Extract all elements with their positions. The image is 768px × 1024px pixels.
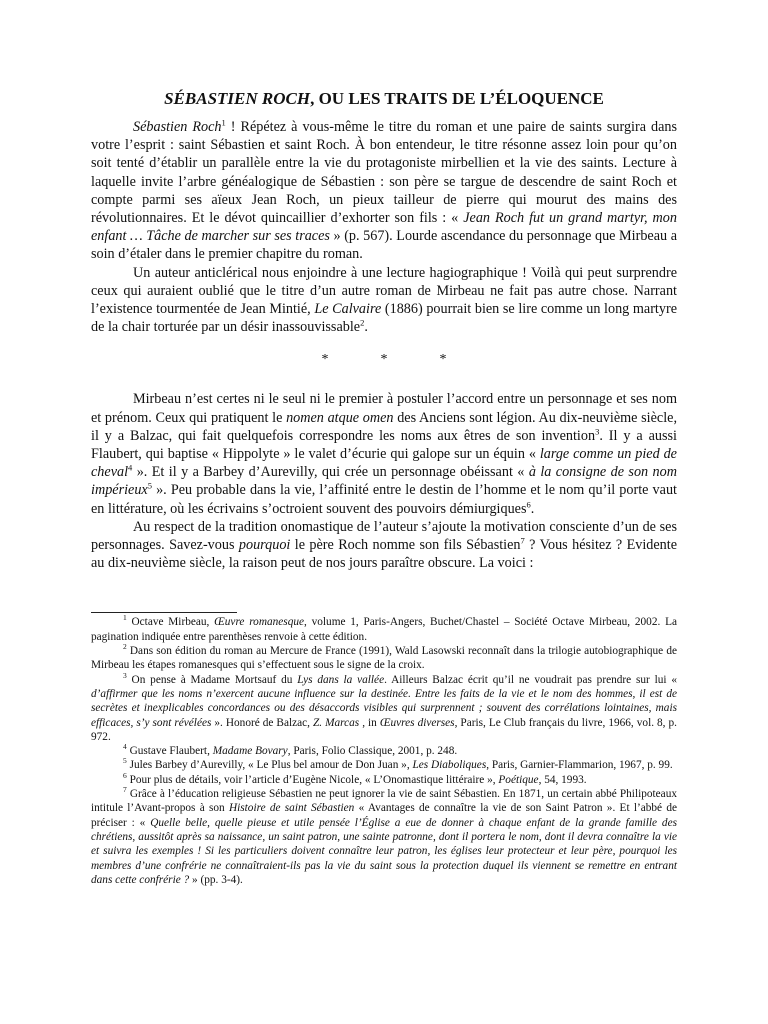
footnote-text: , in [359,716,380,729]
footnote-ref-7[interactable]: 7 [520,535,525,546]
footnote-ref-3[interactable]: 3 [595,426,600,437]
footnote-text: . Ailleurs Balzac écrit qu’il ne voudrait pas prendre sur lui « [384,673,677,686]
p3-text-2: des Anciens sont légion. Au dix-neuvième siècle, il y a Balzac, qui fait quelquefois correspondre les noms aux êtres de son invention [91,409,678,444]
footnote-4 [91,744,677,758]
footnote-text: Jules Barbey d’Aurevilly, « Le Plus bel amour de Don Juan », [126,759,413,772]
footnote-title: Œuvre romanesque [214,616,305,629]
footnote-ref-2[interactable]: 2 [360,317,365,328]
footnote-text: On pense à Madame Mortsauf du [126,673,298,686]
separator-star: * [380,352,388,368]
chapter-title-rest: , OU LES TRAITS DE L’ÉLOQUENCE [310,89,604,108]
footnote-text: , 54, 1993. [538,773,587,786]
footnote-ref-1[interactable]: 1 [221,117,226,128]
paragraph-3 [91,390,677,517]
footnote-text: ». Honoré de Balzac, [211,716,313,729]
footnote-3 [91,670,677,744]
footnote-number: 5 [123,756,127,766]
footnote-title: Lys dans la vallée [297,673,385,686]
footnote-5 [91,758,677,772]
chapter-title-italic: SÉBASTIEN ROCH [164,89,311,108]
separator-star: * [321,352,329,368]
p2-title: Le Calvaire [310,301,382,318]
p3-quote-2: à la consigne de son nom impérieux [91,464,677,499]
footnote-text: Pour plus de détails, voir l’article d’Eugène Nicole, « L’Onomastique littéraire », [126,773,499,786]
footnote-2 [91,644,677,673]
footnote-title: Poétique [498,773,539,786]
paragraph-4 [91,518,677,573]
p1-text-end: » (p. 567). Lourde ascendance du personnage que Mirbeau a soin d’étaler dans le premier chapitre du roman. [91,228,677,263]
p2-text-2: (1886) pourrait bien se lire comme un long martyre de la chair torturée par un désir inassouvissable [91,301,677,336]
footnote-number: 6 [123,770,127,780]
footnote-text: Octave Mirbeau, [126,616,215,629]
paragraph-2 [91,264,677,337]
p1-text: ! Répétez à vous-même le titre du roman et une paire de saints surgira dans votre l’esprit : saint Sébastien et saint Roch. À bon entendeur, le titre résonne assez loin pour qu’on soit tenté d’établir un parallèle entre la vie du protagoniste mirbellien et la vie des saints. Lecture à laquelle invite l’arbre généalogique de Sébastien : son père se targue de descendre de saint Roch et compte parmi ses aïeux Jean Roch, un pieux tailleur de pierre qui mourut des mains des révolutionnaires. Et le dévot quincaillier d’exhorter son fils : « [91,119,677,227]
footnote-text: « Avantages de connaître la vie de son Saint Patron ». Et l’abbé de préciser : « [91,802,678,829]
p4-text: Au respect de la tradition onomastique de l’auteur s’ajoute la motivation consciente d’un de ses personnages. Savez-vous [91,518,677,554]
footnote-text: Gustave Flaubert, [126,745,213,758]
p4-emphasis: pourquoi [238,537,291,554]
footnote-ref-4[interactable]: 4 [128,462,133,473]
footnote-quote: Quelle belle, quelle pieuse et utile pensée l’Église a eue de donner à chaque enfant de la grande famille des chrétiens, aussitôt après sa naissance, un saint patron, une sainte patronne, dont il portera le nom, dont il devra connaître la vie et suivra les exemples ! Si les particuliers doivent connaître leur patron, les églises leur protecteur et leur père, pourquoi les membres d’une confrérie ne connaîtraient-ils pas la vie du saint sous la protection duquel ils viennent se remettre en entrant dans cette confrérie ? [91,816,677,886]
p3-quote-1: large comme un pied de cheval [91,446,677,481]
footnote-text: , volume 1, Paris-Angers, Buchet/Chastel – Société Octave Mirbeau, 2002. La pagination indiquée entre parenthèses renvoie à cette édition. [91,616,677,643]
footnote-title: Madame Bovary [212,745,288,758]
footnote-7 [91,787,677,887]
p1-title: Sébastien Roch [133,119,222,135]
p1-quote: Jean Roch fut un grand martyr, mon enfant … Tâche de marcher sur ses traces [91,210,677,245]
footnote-quote: d’affirmer que les noms n’exercent aucune influence sur la destinée. Entre les faits de la vie et le nom des hommes, il est de secrètes et inexplicables concordances ou des désaccords visibles qui surprennent ; souvent des corrélations lointaines, mais efficaces, s’y sont révélées [91,687,677,729]
p2-text-end: . [364,319,368,336]
p4-text-end: ? Vous hésitez ? Evidente au dix-neuvième siècle, la raison peut de nos jours paraître obscure. La voici : [91,537,677,572]
p2-text: Un auteur anticlérical nous enjoindre à une lecture hagiographique ! Voilà qui peut surprendre ceux qui auraient oublié que le titre d’un autre roman de Mirbeau ne fait pas autre chose. Narrant l’existence tourmentée de Jean Mintié, [91,264,677,318]
chapter-title [91,88,677,110]
footnote-number: 1 [123,613,127,623]
footnote-divider [91,612,237,613]
footnote-text: Grâce à l’éducation religieuse Sébastien ne peut ignorer la vie de saint Sébastien. En 1871, un certain abbé Philipoteaux intitule l’Avant-propos à son [91,788,677,815]
footnote-text: , Paris, Garnier-Flammarion, 1967, p. 99. [486,759,673,772]
footnote-number: 7 [123,785,127,795]
p3-text-end: . [530,500,535,517]
separator-star: * [439,352,447,368]
p3-text-3: . Il y a aussi Flaubert, qui baptise « Hippolyte » le valet d’écurie qui galope sur un équin « [91,427,677,463]
footnote-6 [91,770,677,787]
footnote-text: , Paris, Folio Classique, 2001, p. 248. [287,745,458,758]
footnote-title: Œuvres diverses [379,716,455,729]
footnote-text: Dans son édition du roman au Mercure de France (1991), Wald Lasowski reconnaît dans la trilogie autobiographique de Mirbeau les étapes romanesques qui s’effectuent sous le signe de la croix. [91,645,677,672]
p3-text-5: ». Peu probable dans la vie, l’affinité entre le destin de l’homme et le nom qu’il porte vaut en littérature, où les écrivains s’octroient souvent des pouvoirs démiurgiques [91,482,677,517]
p3-text-4: ». Et il y a Barbey d’Aurevilly, qui crée un personnage obéissant « [132,464,529,481]
footnote-number: 2 [123,642,127,652]
p3-latin: nomen atque omen [286,409,394,426]
footnote-title: Z. Marcas [312,716,360,729]
paragraph-1 [91,118,677,264]
p4-text-2: le père Roch nomme son fils Sébastien [290,537,521,554]
p3-text: Mirbeau n’est certes ni le seul ni le premier à postuler l’accord entre un personnage et ses nom et prénom. Ceux qui pratiquent le [91,391,677,426]
section-separator [91,352,677,368]
footnote-ref-5[interactable]: 5 [147,480,152,491]
footnote-number: 3 [123,670,127,680]
footnote-text: » (pp. 3-4). [189,873,243,886]
footnote-1 [91,615,677,644]
footnote-text: , Paris, Le Club français du livre, 1966, vol. 8, p. 972. [91,716,677,743]
footnote-title: Histoire de saint Sébastien [228,802,355,815]
footnote-title: Les Diaboliques [412,759,487,772]
footnote-ref-6[interactable]: 6 [526,498,531,509]
footnote-number: 4 [123,742,127,752]
